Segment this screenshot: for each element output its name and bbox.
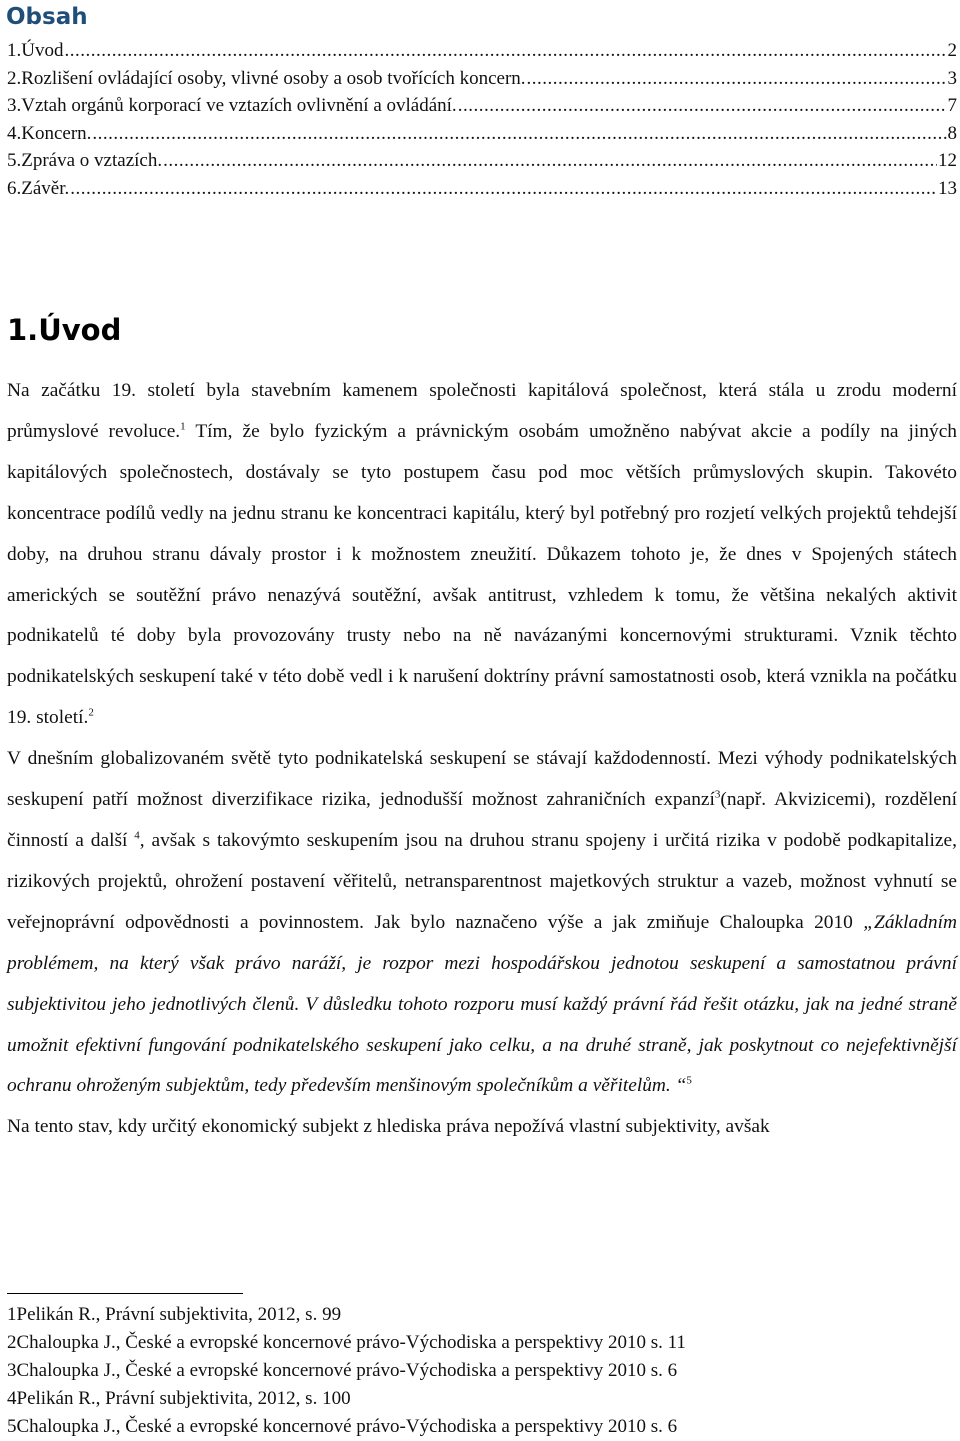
paragraph [7,739,957,1107]
footnote-ref[interactable]: 2 [88,706,94,719]
paragraph-text: Tím, že bylo fyzickým a právnickým osobám umožněno nabývat akcie a podíly na jiných kapitálových společnostech, dostávaly se tyto postupem času pod moc větších průmyslových skupin. Takovéto koncentrace podílů vedly na jednu stranu ke koncentraci kapitálu, který byl potřebný pro rozjetí velkých projektů tehdejší doby, na druhou stranu dávaly prostor i k možnostem zneužití. Důkazem tohoto je, že dnes v Spojených státech amerických se soutěžní právo nenazývá soutěžní, avšak antitrust, vzhledem k tomu, že většina nekalých aktivit podnikatelů té doby byla provozovány trusty nebo na ně navázanými koncernovými strukturami. Vznik těchto podnikatelských seskupení také v této době vedl i k narušení doktríny právní samostatnosti osob, která vznikla na počátku 19. století. [7,420,957,729]
toc-leader-dots [527,68,947,90]
footnote-ref[interactable]: 5 [686,1074,692,1087]
toc-leader-dots [70,178,937,200]
footnote: 4Pelikán R., Právní subjektivita, 2012, s. 100 [7,1388,351,1409]
footnote: 3Chaloupka J., České a evropské koncernové právo-Východiska a perspektivy 2010 s. 6 [7,1360,678,1381]
quotation: „Základním problémem, na který však právo naráží, je rozpor mezi hospodářskou jednotou seskupení a samostatnou právní subjektivitou jeho jednotlivých členů. V důsledku tohoto rozporu musí každý právní řád řešit otázku, jak na jedné straně umožnit efektivní fungování podnikatelského seskupení jako celku, a na druhé straně, jak poskytnout co nejefektivnější ochranu ohroženým subjektům, tedy především menšinovým společníkům a věřitelům. “ [7,911,957,1097]
toc-entry[interactable] [7,123,957,151]
toc-entry-label: 3.Vztah orgánů korporací ve vztazích ovlivnění a ovládání. [7,95,457,116]
footnote-ref[interactable]: 3 [714,788,721,801]
footnote: 2Chaloupka J., České a evropské koncernové právo-Východiska a perspektivy 2010 s. 11 [7,1332,686,1353]
table-of-contents [7,40,957,205]
paragraph-text: Na tento stav, kdy určitý ekonomický subjekt z hlediska práva nepožívá vlastní subjektivity, avšak [7,1116,770,1138]
toc-entry-label: 6.Závěr. [7,177,70,199]
toc-entry-page: 7 [947,95,957,116]
toc-leader-dots [458,95,947,117]
toc-entry-label: 2.Rozlišení ovládající osoby, vlivné osoby a osob tvořících koncern. [7,67,526,89]
paragraph [7,371,957,739]
paragraph [7,1107,957,1148]
footnote-separator [7,1293,243,1294]
toc-entry-label: 5.Zpráva o vztazích. [7,150,163,171]
footnote-ref[interactable]: 1 [180,420,186,433]
toc-entry[interactable] [7,40,957,68]
toc-entry-page: 3 [947,67,957,89]
toc-entry-page: 13 [938,177,957,199]
toc-entry-label: 1.Úvod [7,40,64,61]
toc-entry[interactable] [7,68,957,96]
footnote-ref[interactable]: 4 [134,829,140,842]
footnotes [7,1301,957,1441]
paragraph-text: , avšak s takovýmto seskupením jsou na druhou stranu spojeny i určitá rizika v podobě podkapitalize, rizikových projektů, ohrožení postavení věřitelů, netransparentnost majetkových struktur a vazeb, možnost vyhnutí se veřejnoprávní odpovědnosti a povinnostem. Jak bylo naznačeno výše a jak zmiňuje Chaloupka 2010 [7,829,957,933]
footnote: 5Chaloupka J., České a evropské koncernové právo-Východiska a perspektivy 2010 s. 6 [7,1416,678,1437]
paragraph-text: Na začátku 19. století byla stavebním kamenem společnosti kapitálová společnost, která stála u zrodu moderní průmyslové revoluce. [7,380,957,442]
paragraph-text: V dnešním globalizovaném světě tyto podnikatelská seskupení se stávají každodenností. Mezi výhody podnikatelských seskupení patří možnost diverzifikace rizika, jednodušší možnost zahraničních expanzí [7,748,957,811]
toc-entry-page: 8 [947,122,957,144]
section-heading: 1.Úvod [7,313,122,347]
toc-entry-page: 2 [947,40,957,61]
toc-entry-label: 4.Koncern. [7,122,92,144]
toc-entry-page: 12 [938,150,957,171]
toc-entry[interactable] [7,95,957,123]
toc-leader-dots [163,150,937,172]
toc-entry[interactable] [7,178,957,206]
footnote: 1Pelikán R., Právní subjektivita, 2012, s. 99 [7,1304,342,1325]
paragraph-text: (např. Akvizicemi), rozdělení činností a další [7,789,957,851]
section-body [7,371,957,1148]
toc-leader-dots [92,123,946,145]
toc-entry[interactable] [7,150,957,178]
toc-leader-dots [64,40,946,62]
toc-title: Obsah [6,4,88,30]
